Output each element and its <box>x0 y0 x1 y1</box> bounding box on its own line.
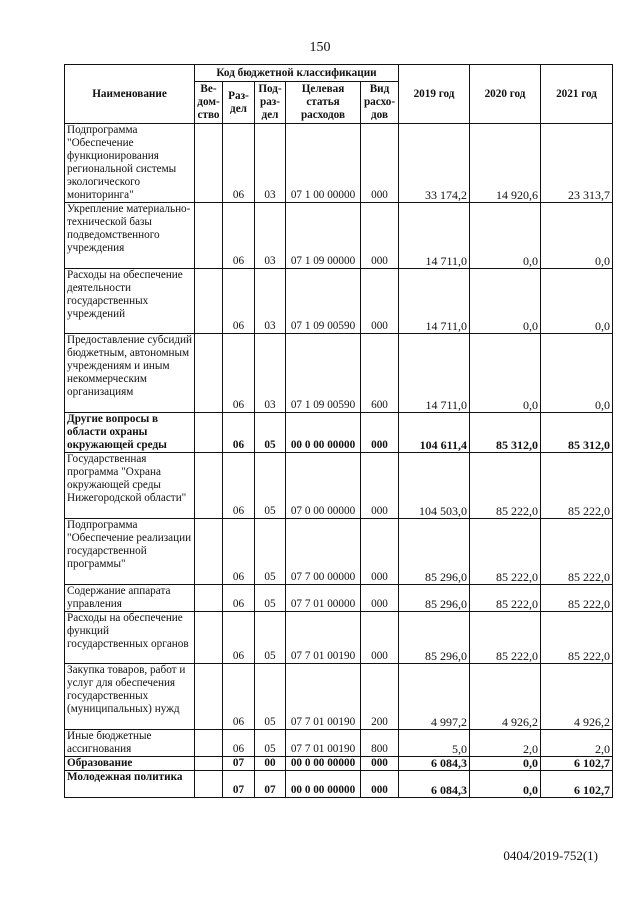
row-razdel: 06 <box>223 730 255 757</box>
row-vedomstvo <box>195 612 223 664</box>
row-podrazdel: 03 <box>255 334 286 413</box>
row-tselevaya-statya: 07 1 09 00590 <box>286 334 361 413</box>
row-podrazdel: 05 <box>255 413 286 453</box>
row-razdel: 06 <box>223 334 255 413</box>
row-value-2021: 85 312,0 <box>541 413 613 453</box>
row-value-2021: 85 222,0 <box>541 585 613 612</box>
row-value-2021: 0,0 <box>541 269 613 334</box>
row-tselevaya-statya: 07 0 00 00000 <box>286 453 361 519</box>
row-vid-raskhodov: 000 <box>361 269 399 334</box>
row-value-2021: 23 313,7 <box>541 124 613 203</box>
row-value-2020: 0,0 <box>470 203 541 269</box>
row-value-2020: 0,0 <box>470 269 541 334</box>
row-value-2019: 104 611,4 <box>399 413 470 453</box>
row-value-2019: 14 711,0 <box>399 334 470 413</box>
row-vedomstvo <box>195 453 223 519</box>
table-row <box>65 612 613 664</box>
header-name: Наименование <box>65 65 195 124</box>
header-year-2021: 2021 год <box>541 65 613 124</box>
header-classification-group: Код бюджетной классификации <box>195 65 399 82</box>
row-tselevaya-statya: 07 7 01 00190 <box>286 612 361 664</box>
row-vedomstvo <box>195 519 223 585</box>
row-value-2019: 6 084,3 <box>399 771 470 798</box>
row-vedomstvo <box>195 664 223 730</box>
row-name: Расходы на обеспечение деятельности государственных учреждений <box>65 269 195 334</box>
row-vid-raskhodov: 200 <box>361 664 399 730</box>
budget-table <box>64 64 613 798</box>
row-vid-raskhodov: 000 <box>361 585 399 612</box>
row-name: Расходы на обеспечение функций государственных органов <box>65 612 195 664</box>
row-podrazdel: 03 <box>255 124 286 203</box>
row-value-2019: 14 711,0 <box>399 203 470 269</box>
row-tselevaya-statya: 07 7 00 00000 <box>286 519 361 585</box>
row-razdel: 06 <box>223 664 255 730</box>
header-year-2019: 2019 год <box>399 65 470 124</box>
row-value-2020: 85 222,0 <box>470 612 541 664</box>
row-tselevaya-statya: 00 0 00 00000 <box>286 757 361 771</box>
row-tselevaya-statya: 07 7 01 00000 <box>286 585 361 612</box>
row-vid-raskhodov: 000 <box>361 757 399 771</box>
row-vedomstvo <box>195 730 223 757</box>
row-razdel: 06 <box>223 585 255 612</box>
row-value-2020: 4 926,2 <box>470 664 541 730</box>
row-tselevaya-statya: 07 1 09 00000 <box>286 203 361 269</box>
row-podrazdel: 03 <box>255 269 286 334</box>
row-vid-raskhodov: 000 <box>361 413 399 453</box>
row-tselevaya-statya: 00 0 00 00000 <box>286 771 361 798</box>
row-name: Укрепление материально-технической базы подведомственного учреждения <box>65 203 195 269</box>
row-name: Другие вопросы в области охраны окружающей среды <box>65 413 195 453</box>
header-razdel: Раз- дел <box>223 82 255 124</box>
row-value-2021: 0,0 <box>541 334 613 413</box>
table-row <box>65 453 613 519</box>
row-podrazdel: 05 <box>255 519 286 585</box>
row-name: Государственная программа "Охрана окружающей среды Нижегородской области" <box>65 453 195 519</box>
row-tselevaya-statya: 07 1 00 00000 <box>286 124 361 203</box>
row-value-2019: 104 503,0 <box>399 453 470 519</box>
table-row <box>65 585 613 612</box>
table-row <box>65 124 613 203</box>
row-vid-raskhodov: 000 <box>361 124 399 203</box>
row-value-2020: 0,0 <box>470 334 541 413</box>
table-row <box>65 664 613 730</box>
row-value-2021: 2,0 <box>541 730 613 757</box>
row-vid-raskhodov: 000 <box>361 519 399 585</box>
row-razdel: 07 <box>223 757 255 771</box>
row-value-2019: 6 084,3 <box>399 757 470 771</box>
row-value-2019: 5,0 <box>399 730 470 757</box>
row-razdel: 06 <box>223 413 255 453</box>
row-value-2021: 85 222,0 <box>541 453 613 519</box>
row-value-2019: 85 296,0 <box>399 585 470 612</box>
row-vid-raskhodov: 000 <box>361 453 399 519</box>
row-podrazdel: 05 <box>255 453 286 519</box>
row-value-2021: 0,0 <box>541 203 613 269</box>
header-podrazdel: Под- раз- дел <box>255 82 286 124</box>
row-podrazdel: 03 <box>255 203 286 269</box>
row-tselevaya-statya: 07 7 01 00190 <box>286 664 361 730</box>
row-value-2021: 85 222,0 <box>541 519 613 585</box>
row-value-2021: 4 926,2 <box>541 664 613 730</box>
row-name: Иные бюджетные ассигнования <box>65 730 195 757</box>
row-vid-raskhodov: 600 <box>361 334 399 413</box>
row-value-2021: 6 102,7 <box>541 771 613 798</box>
header-year-2020: 2020 год <box>470 65 541 124</box>
table-row <box>65 269 613 334</box>
row-vedomstvo <box>195 334 223 413</box>
row-name: Содержание аппарата управления <box>65 585 195 612</box>
row-vedomstvo <box>195 757 223 771</box>
header-vid-raskhodov: Вид расхо- дов <box>361 82 399 124</box>
row-vid-raskhodov: 800 <box>361 730 399 757</box>
header-tselevaya-statya: Целевая статья расходов <box>286 82 361 124</box>
row-value-2020: 2,0 <box>470 730 541 757</box>
table-row <box>65 771 613 798</box>
row-name: Образование <box>65 757 195 771</box>
row-tselevaya-statya: 07 1 09 00590 <box>286 269 361 334</box>
row-tselevaya-statya: 00 0 00 00000 <box>286 413 361 453</box>
row-vid-raskhodov: 000 <box>361 203 399 269</box>
row-value-2020: 85 222,0 <box>470 519 541 585</box>
row-value-2020: 85 222,0 <box>470 453 541 519</box>
row-vedomstvo <box>195 771 223 798</box>
row-name: Закупка товаров, работ и услуг для обеспечения государственных (муниципальных) нужд <box>65 664 195 730</box>
table-row <box>65 334 613 413</box>
row-vedomstvo <box>195 124 223 203</box>
table-row <box>65 519 613 585</box>
row-name: Предоставление субсидий бюджетным, автономным учреждениям и иным некоммерческим организациям <box>65 334 195 413</box>
row-name: Подпрограмма "Обеспечение реализации государственной программы" <box>65 519 195 585</box>
row-value-2019: 33 174,2 <box>399 124 470 203</box>
row-value-2019: 14 711,0 <box>399 269 470 334</box>
table-row <box>65 413 613 453</box>
row-vedomstvo <box>195 413 223 453</box>
row-razdel: 06 <box>223 124 255 203</box>
row-podrazdel: 07 <box>255 771 286 798</box>
row-podrazdel: 05 <box>255 664 286 730</box>
row-razdel: 07 <box>223 771 255 798</box>
row-value-2020: 0,0 <box>470 757 541 771</box>
row-value-2021: 85 222,0 <box>541 612 613 664</box>
page-number: 150 <box>309 40 331 55</box>
row-value-2019: 85 296,0 <box>399 612 470 664</box>
row-name: Подпрограмма "Обеспечение функционирования региональной системы экологического мониторинга" <box>65 124 195 203</box>
row-value-2019: 85 296,0 <box>399 519 470 585</box>
row-tselevaya-statya: 07 7 01 00190 <box>286 730 361 757</box>
row-value-2020: 0,0 <box>470 771 541 798</box>
row-vid-raskhodov: 000 <box>361 771 399 798</box>
row-name: Молодежная политика <box>65 771 195 798</box>
row-vedomstvo <box>195 585 223 612</box>
table-row <box>65 203 613 269</box>
row-razdel: 06 <box>223 453 255 519</box>
table-body <box>65 124 613 798</box>
row-razdel: 06 <box>223 269 255 334</box>
row-value-2020: 85 222,0 <box>470 585 541 612</box>
row-vedomstvo <box>195 269 223 334</box>
row-value-2019: 4 997,2 <box>399 664 470 730</box>
header-vedomstvo: Ве- дом- ство <box>195 82 223 124</box>
row-razdel: 06 <box>223 612 255 664</box>
row-value-2021: 6 102,7 <box>541 757 613 771</box>
row-razdel: 06 <box>223 203 255 269</box>
row-vedomstvo <box>195 203 223 269</box>
table-row <box>65 757 613 771</box>
row-podrazdel: 05 <box>255 730 286 757</box>
row-value-2020: 85 312,0 <box>470 413 541 453</box>
row-podrazdel: 00 <box>255 757 286 771</box>
document-code: 0404/2019-752(1) <box>503 848 598 863</box>
row-vid-raskhodov: 000 <box>361 612 399 664</box>
row-podrazdel: 05 <box>255 612 286 664</box>
row-razdel: 06 <box>223 519 255 585</box>
table-row <box>65 730 613 757</box>
row-value-2020: 14 920,6 <box>470 124 541 203</box>
row-podrazdel: 05 <box>255 585 286 612</box>
